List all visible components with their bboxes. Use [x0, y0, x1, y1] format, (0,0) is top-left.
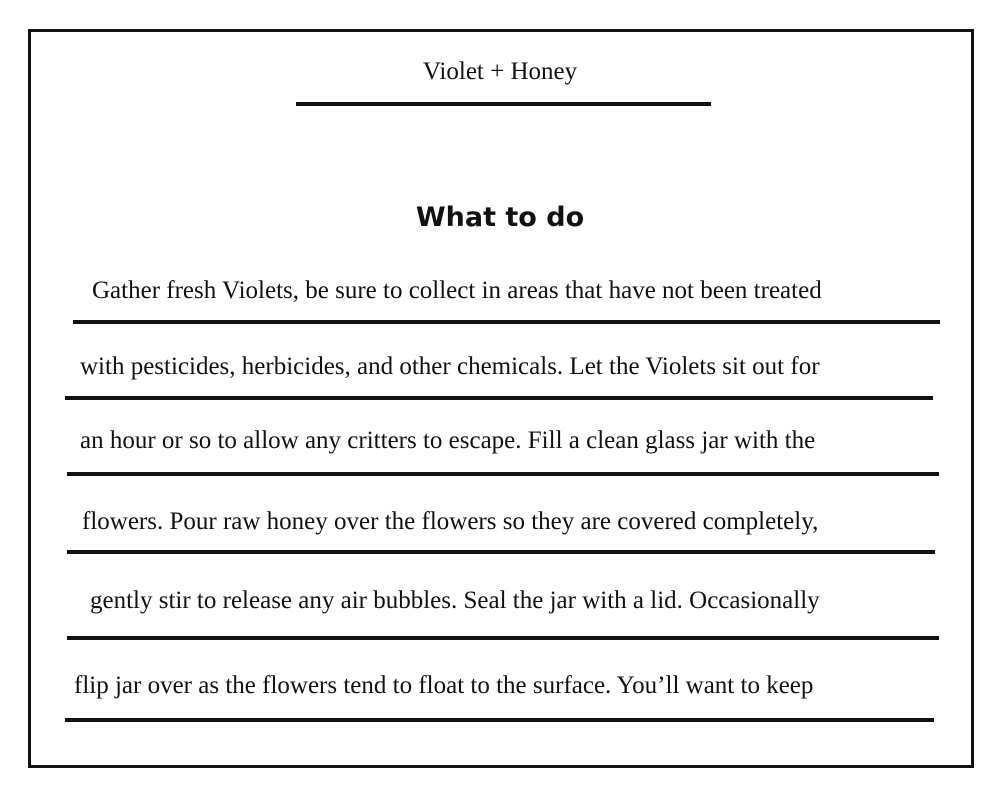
writing-rule-2 — [65, 396, 933, 400]
writing-rule-3 — [67, 472, 939, 476]
instruction-line-4: flowers. Pour raw honey over the flowers so they are covered completely, — [82, 508, 819, 535]
title-underline — [296, 102, 711, 106]
instruction-line-2: with pesticides, herbicides, and other chemicals. Let the Violets sit out for — [80, 353, 820, 380]
writing-rule-5 — [67, 636, 939, 640]
writing-rule-6 — [65, 718, 934, 722]
section-heading: What to do — [415, 202, 585, 233]
instruction-line-1: Gather fresh Violets, be sure to collect in areas that have not been treated — [92, 277, 822, 304]
instruction-line-5: gently stir to release any air bubbles. Seal the jar with a lid. Occasionally — [90, 587, 820, 614]
writing-rule-1 — [73, 320, 940, 324]
instruction-line-3: an hour or so to allow any critters to escape. Fill a clean glass jar with the — [80, 427, 816, 454]
writing-rule-4 — [67, 550, 935, 554]
instruction-line-6: flip jar over as the flowers tend to float to the surface. You’ll want to keep — [74, 672, 814, 699]
recipe-title: Violet + Honey — [422, 58, 578, 85]
